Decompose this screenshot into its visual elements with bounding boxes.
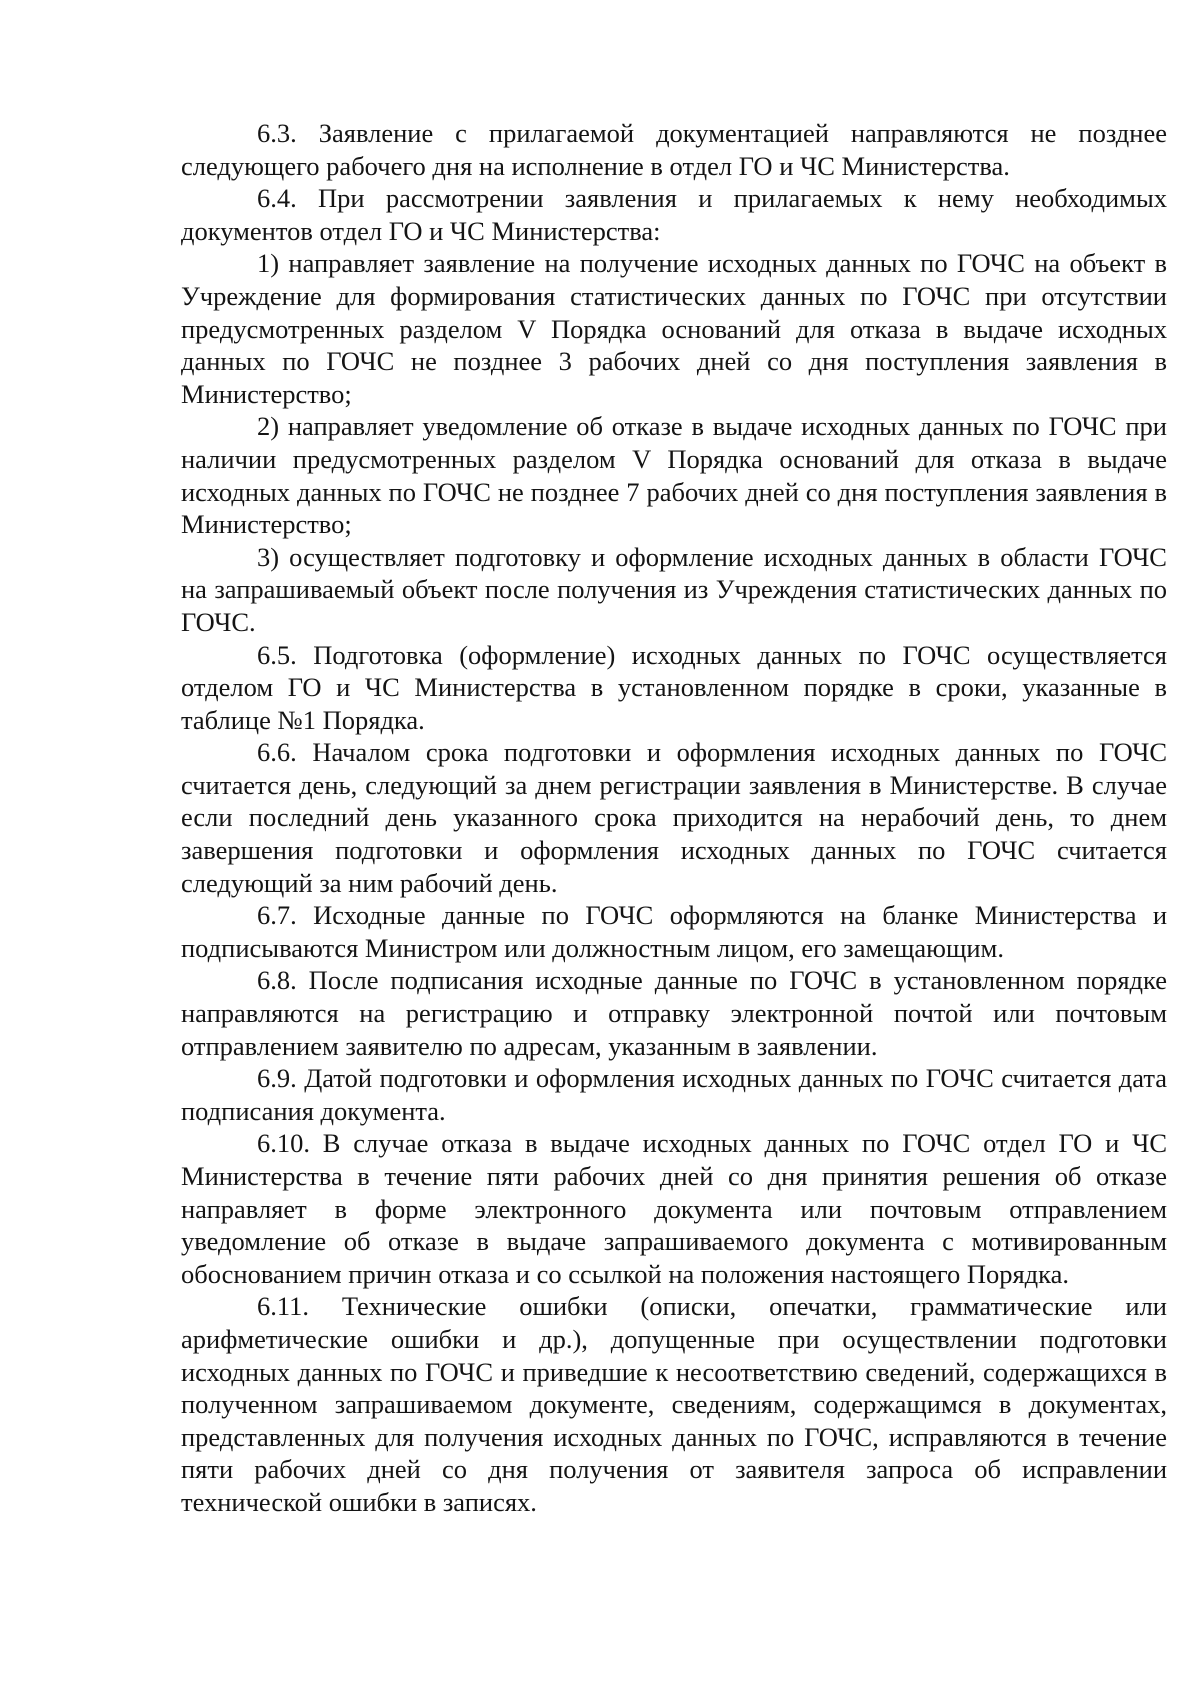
- list-item-2: 2) направляет уведомление об отказе в выдаче исходных данных по ГОЧС при наличии предусмотренных разделом V Порядка оснований для отказа в выдаче исходных данных по ГОЧС не позднее 7 рабочих дней со дня поступления заявления в Министерство;: [181, 411, 1167, 540]
- paragraph-6-10: 6.10. В случае отказа в выдаче исходных данных по ГОЧС отдел ГО и ЧС Министерства в течение пяти рабочих дней со дня принятия решения об отказе направляет в форме электронного документа или почтовым отправлением уведомление об отказе в выдаче запрашиваемого документа с мотивированным обоснованием причин отказа и со ссылкой на положения настоящего Порядка.: [181, 1128, 1167, 1289]
- paragraph-6-4: 6.4. При рассмотрении заявления и прилагаемых к нему необходимых документов отдел ГО и ЧС Министерства:: [181, 183, 1167, 246]
- paragraph-6-3: 6.3. Заявление с прилагаемой документацией направляются не позднее следующего рабочего дня на исполнение в отдел ГО и ЧС Министерства.: [181, 118, 1167, 181]
- paragraph-6-9: 6.9. Датой подготовки и оформления исходных данных по ГОЧС считается дата подписания документа.: [181, 1063, 1167, 1126]
- list-item-1: 1) направляет заявление на получение исходных данных по ГОЧС на объект в Учреждение для формирования статистических данных по ГОЧС при отсутствии предусмотренных разделом V Порядка оснований для отказа в выдаче исходных данных по ГОЧС не позднее 3 рабочих дней со дня поступления заявления в Министерство;: [181, 248, 1167, 409]
- paragraph-6-6: 6.6. Началом срока подготовки и оформления исходных данных по ГОЧС считается день, следующий за днем регистрации заявления в Министерстве. В случае если последний день указанного срока приходится на нерабочий день, то днем завершения подготовки и оформления исходных данных по ГОЧС считается следующий за ним рабочий день.: [181, 737, 1167, 898]
- document-body: [181, 117, 1167, 1519]
- paragraph-6-8: 6.8. После подписания исходные данные по ГОЧС в установленном порядке направляются на регистрацию и отправку электронной почтой или почтовым отправлением заявителю по адресам, указанным в заявлении.: [181, 965, 1167, 1061]
- paragraph-6-5: 6.5. Подготовка (оформление) исходных данных по ГОЧС осуществляется отделом ГО и ЧС Министерства в установленном порядке в сроки, указанные в таблице №1 Порядка.: [181, 639, 1167, 735]
- paragraph-6-11: 6.11. Технические ошибки (описки, опечатки, грамматические или арифметические ошибки и др.), допущенные при осуществлении подготовки исходных данных по ГОЧС и приведшие к несоответствию сведений, содержащихся в полученном запрашиваемом документе, сведениям, содержащимся в документах, представленных для получения исходных данных по ГОЧС, исправляются в течение пяти рабочих дней со дня получения от заявителя запроса об исправлении технической ошибки в записях.: [181, 1291, 1167, 1517]
- list-item-3: 3) осуществляет подготовку и оформление исходных данных в области ГОЧС на запрашиваемый объект после получения из Учреждения статистических данных по ГОЧС.: [181, 541, 1167, 637]
- paragraph-6-7: 6.7. Исходные данные по ГОЧС оформляются на бланке Министерства и подписываются Министром или должностным лицом, его замещающим.: [181, 900, 1167, 963]
